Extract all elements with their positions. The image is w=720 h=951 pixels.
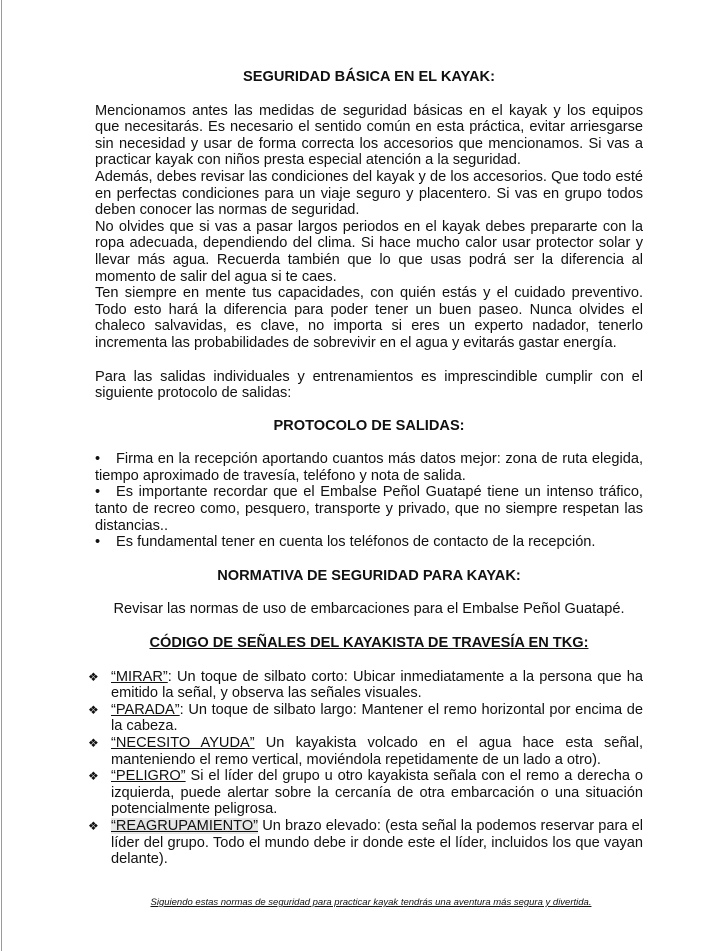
diamond-bullet-icon: ❖: [88, 818, 99, 833]
protocol-list: [95, 451, 643, 551]
bullet-icon: •: [95, 484, 101, 501]
paragraph: Ten siempre en mente tus capacidades, con quién estás y el cuidado preventivo. Todo esto hará la diferencia para poder tener un buen paseo. Nunca olvides el chaleco salvavidas, es clave, no importa si eres un experto nadador, tenerlo incrementa las probabilidades de sobrevivir en el agua y evitarás gastar energía.: [95, 285, 643, 351]
signal-description: : Un toque de silbato largo: Mantener el remo horizontal por encima de la cabeza.: [111, 701, 643, 735]
signal-term: “PARADA”: [111, 701, 180, 718]
signals-list: [88, 669, 643, 868]
section-title-codigo: CÓDIGO DE SEÑALES DEL KAYAKISTA DE TRAVESÍA EN TKG:: [149, 635, 589, 652]
signal-term: “MIRAR”: [111, 668, 168, 685]
list-item: • Es fundamental tener en cuenta los teléfonos de contacto de la recepción.: [95, 534, 596, 551]
diamond-bullet-icon: ❖: [88, 702, 99, 717]
signal-description: Si el líder del grupo u otro kayakista señala con el remo a derecha o izquierda, puede alertar sobre la cercanía de otra embarcación o una situación potencialmente peligrosa.: [111, 768, 643, 818]
paragraph: Además, debes revisar las condiciones del kayak y de los accesorios. Que todo esté en perfectas condiciones para un viaje seguro y placentero. Si vas en grupo todos deben conocer las normas de seguridad.: [95, 168, 643, 219]
paragraph: Mencionamos antes las medidas de seguridad básicas en el kayak y los equipos que necesitarás. Es necesario el sentido común en esta práctica, evitar arriesgarse sin necesidad y usar de forma correcta los accesorios que mencionamos. Si vas a practicar kayak con niños presta especial atención a la seguridad.: [95, 102, 643, 169]
list-item: [88, 735, 643, 768]
page-edge-line: [1, 0, 2, 951]
diamond-bullet-icon: ❖: [88, 736, 99, 750]
list-item: [88, 669, 643, 702]
diamond-bullet-icon: ❖: [88, 769, 99, 784]
diamond-bullet-icon: ❖: [88, 669, 99, 684]
signal-term: “PELIGRO”: [111, 768, 186, 785]
paragraph-protocol-intro: Para las salidas individuales y entrenamientos es imprescindible cumplir con el siguiente protocolo de salidas:: [95, 368, 643, 402]
section-title-protocolo: PROTOCOLO DE SALIDAS:: [273, 417, 465, 434]
signal-term: “NECESITO AYUDA”: [111, 735, 255, 751]
list-item: [88, 818, 643, 868]
bullet-icon: •: [95, 451, 101, 468]
document-body: [88, 69, 643, 868]
signal-term: “REAGRUPAMIENTO”: [111, 817, 259, 834]
normativa-text: Revisar las normas de uso de embarcaciones para el Embalse Peñol Guatapé.: [113, 601, 625, 618]
list-item: • Es importante recordar que el Embalse Peñol Guatapé tiene un intenso tráfico, tanto de recreo como, pesquero, transporte y privado, que no siempre respetan las distancias..: [95, 484, 643, 534]
section-title-normativa: NORMATIVA DE SEGURIDAD PARA KAYAK:: [217, 567, 521, 584]
paragraph: No olvides que si vas a pasar largos periodos en el kayak debes prepararte con la ropa adecuada, dependiendo del clima. Si hace mucho calor usar protector solar y llevar más agua. Recuerda también que lo que usas podrá ser la diferencia al momento de salir del agua si te caes.: [95, 218, 643, 285]
footer-note: Siguiendo estas normas de seguridad para practicar kayak tendrás una aventura más segura y divertida.: [150, 897, 592, 908]
bullet-icon: •: [95, 534, 101, 551]
list-item: [88, 702, 643, 735]
list-item: • Firma en la recepción aportando cuantos más datos mejor: zona de ruta elegida, tiempo aproximado de travesía, teléfono y nota de salida.: [95, 451, 643, 484]
signal-description: Un kayakista volcado en el agua hace esta señal, manteniendo el remo vertical, moviéndola repetidamente de un lado a otro).: [111, 735, 643, 768]
signal-description: : Un toque de silbato corto: Ubicar inmediatamente a la persona que ha emitido la señal, y observa las señales visuales.: [111, 668, 643, 702]
list-item: [88, 768, 643, 818]
section-title-seguridad: SEGURIDAD BÁSICA EN EL KAYAK:: [243, 69, 495, 85]
signal-description: Un brazo elevado: (esta señal la podemos reservar para el líder del grupo. Todo el mundo debe ir donde este el líder, incluidos los que vayan delante).: [111, 817, 643, 868]
